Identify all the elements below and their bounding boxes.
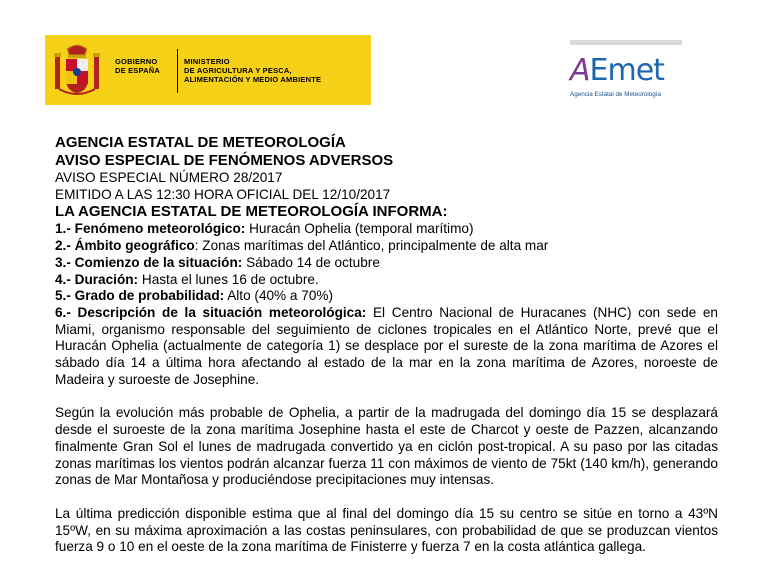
agency-heading: AGENCIA ESTATAL DE METEOROLOGÍA	[55, 134, 346, 151]
emitted-line: EMITIDO A LAS 12:30 HORA OFICIAL DEL 12/10/2017	[55, 186, 391, 202]
aemet-subtitle: Agencia Estatal de Meteorología	[570, 91, 662, 98]
paragraph-gap	[55, 388, 718, 405]
item-start: 3.- Comienzo de la situación: Sábado 14 de octubre	[55, 254, 380, 270]
aemet-wordmark: AEmet	[570, 53, 664, 88]
paragraph-gap	[55, 489, 718, 506]
item-probability: 5.- Grado de probabilidad: Alto (40% a 70%)	[55, 288, 333, 304]
notice-number: AVISO ESPECIAL NÚMERO 28/2017	[55, 170, 283, 185]
header-divider	[177, 49, 178, 93]
ministry-label: MINISTERIO DE AGRICULTURA Y PESCA, ALIMENTACIÓN Y MEDIO AMBIENTE	[184, 57, 322, 84]
notice-document	[55, 134, 718, 556]
item-description: 6.- Descripción de la situación meteorológica: El Centro Nacional de Huracanes (NHC) con sede en Miami, organismo responsable del seguimiento de ciclones tropicales en el Atlántico Norte, prevé que el Huracán Ophelia (actualmente de categoría 1) se desplace por el sureste de la zona marítima de Azores el sábado día 14 a última hora afectando al estado de la mar en la zona marítima de Azores, noroeste de Madeira y suroeste de Josephine.	[55, 304, 718, 387]
coat-of-arms-icon	[53, 43, 101, 99]
notice-title: AVISO ESPECIAL DE FENÓMENOS ADVERSOS	[55, 152, 394, 169]
paragraph-prediction: La última predicción disponible estima que al final del domingo día 15 su centro se sitúe en torno a 43ºN 15ºW, en su máxima aproximación a las costas peninsulares, con probabilidad de que se produzcan vientos fuerza 9 o 10 en el oeste de la zona marítima de Finisterre y fuerza 7 en la costa atlántica gallega.	[55, 505, 718, 555]
item-duration: 4.- Duración: Hasta el lunes 16 de octubre.	[55, 271, 319, 287]
item-phenomenon: 1.- Fenómeno meteorológico: Huracán Ophelia (temporal marítimo)	[55, 221, 474, 237]
item-geographic-scope: 2.- Ámbito geográfico: Zonas marítimas del Atlántico, principalmente de alta mar	[55, 238, 549, 254]
government-logo-block	[45, 35, 371, 105]
paragraph-evolution: Según la evolución más probable de Ophelia, a partir de la madrugada del domingo día 15 se desplazará desde el suroeste de la zona marítima Josephine hasta el este de Charcot y oeste de Pazzen, alcanzando finalmente Gran Sol el lunes de madrugada convertido ya en ciclón post-tropical. A su paso por las citadas zonas marítimas los vientos podrán alcanzar fuerza 11 con máximos de viento de 75kt (140 km/h), generando zonas de Mar Montañosa y produciéndose precipitaciones muy intensas.	[55, 405, 718, 488]
government-label: GOBIERNO DE ESPAÑA	[115, 57, 161, 75]
informs-heading: LA AGENCIA ESTATAL DE METEOROLOGÍA INFORMA:	[55, 203, 448, 221]
aemet-logo	[570, 40, 685, 105]
aemet-top-bar	[570, 40, 682, 45]
